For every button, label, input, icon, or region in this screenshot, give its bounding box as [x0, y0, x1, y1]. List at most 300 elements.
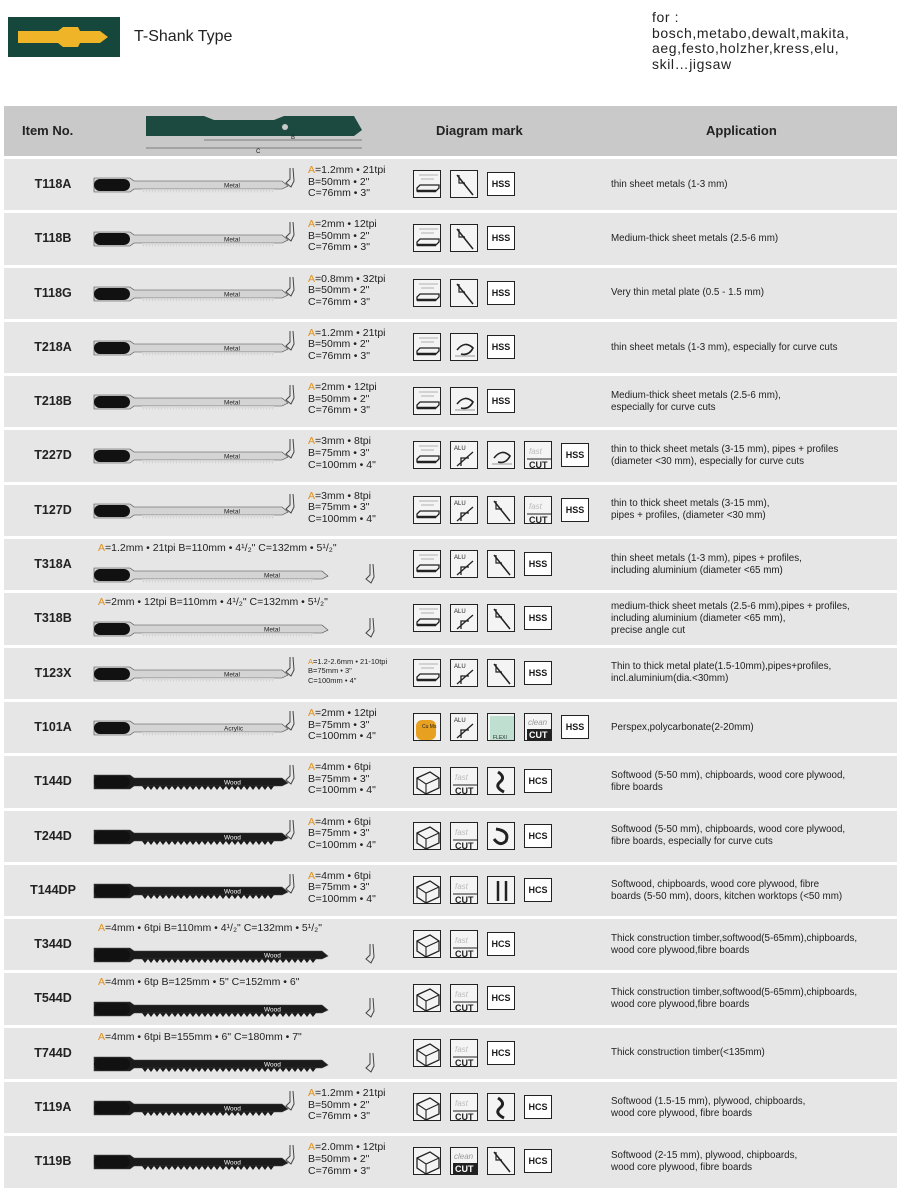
hss-badge: HSS — [561, 715, 589, 739]
application-description: Thin to thick metal plate(1.5-10mm),pipes+profiles, incl.aluminium(dia.<30mm) — [611, 661, 832, 685]
clean-icon — [524, 713, 552, 741]
hss-badge: HSS — [487, 226, 515, 250]
item-number: T119B — [34, 1154, 72, 1169]
application-description: Softwood, chipboards, wood core plywood, fibre boards (5-50 mm), doors, kitchen worktops (<50 mm) — [611, 878, 843, 902]
spec-c-length: C=76mm • 3" — [308, 187, 370, 200]
application-text — [611, 702, 895, 753]
spec-text: =4mm • 6tpi B=155mm • 6" C=180mm • 7" — [105, 1030, 302, 1043]
spec-c-length: C=76mm • 3" — [308, 350, 370, 363]
cut-icon — [450, 767, 478, 795]
hss-badge: HSS — [561, 498, 589, 522]
hcs-badge: HCS — [524, 878, 552, 902]
hss-badge: HSS — [487, 389, 515, 413]
spec-tooth: A=2mm • 12tpi — [308, 706, 377, 719]
spec-b-length: B=50mm • 2" — [308, 284, 370, 297]
spec-c-length: C=100mm • 4" — [308, 893, 376, 906]
dim-c-label: C — [256, 149, 261, 154]
hcs-badge: HCS — [487, 986, 515, 1010]
diagram-marks — [413, 1039, 515, 1067]
straight-icon — [487, 659, 515, 687]
cut-icon — [524, 441, 552, 469]
table-row — [4, 430, 897, 481]
column-header-item: Item No. — [22, 123, 74, 138]
item-number: T144DP — [30, 882, 76, 897]
hcs-badge: HCS — [487, 932, 515, 956]
blade-table-body — [4, 159, 897, 1191]
cut-icon — [450, 984, 478, 1012]
blade-specs — [308, 871, 376, 906]
spec-a-marker: A — [98, 1030, 106, 1043]
blade-image — [92, 338, 292, 365]
sheet-icon — [413, 333, 441, 361]
blade-image — [92, 999, 332, 1024]
comb-icon — [413, 713, 441, 741]
dim-b-label: B — [291, 135, 296, 141]
application-text — [611, 756, 895, 807]
spec-c-length: C=100mm • 4" — [308, 730, 376, 743]
spec-text: =4mm • 6tpi B=110mm • 4¹/₂" C=132mm • 5¹/₂" — [105, 922, 322, 935]
diagram-marks — [413, 659, 552, 687]
blade-material-label: Wood — [264, 1061, 281, 1069]
wood-icon — [413, 876, 441, 904]
wood-icon — [413, 984, 441, 1012]
blade-profile-icon — [284, 819, 298, 846]
hcs-badge: HCS — [524, 769, 552, 793]
item-number: T118G — [34, 285, 72, 300]
column-header-application: Application — [706, 123, 777, 138]
application-description: thin sheet metals (1-3 mm), pipes + profiles, including aluminium (diameter <65 mm) — [611, 552, 802, 576]
application-text — [611, 376, 895, 427]
svg-text:clean: clean — [454, 1152, 474, 1162]
diagram-marks — [413, 984, 515, 1012]
table-row — [4, 485, 897, 536]
spec-b-length: B=75mm • 3" — [308, 827, 370, 840]
spec-tooth: A=2mm • 12tpi — [308, 218, 377, 231]
application-description: thin sheet metals (1-3 mm) — [611, 178, 728, 190]
wood-icon — [413, 1147, 441, 1175]
hss-badge: HSS — [524, 552, 552, 576]
blade-specs — [308, 762, 376, 797]
spec-text: =1.2mm • 21tpi B=110mm • 4¹/₂" C=132mm • 5¹/₂" — [105, 542, 337, 555]
svg-text:Cu Ms: Cu Ms — [422, 723, 437, 730]
spec-b-length: B=50mm • 2" — [308, 175, 370, 188]
hss-badge: HSS — [487, 172, 515, 196]
application-text — [611, 485, 895, 536]
table-row — [4, 213, 897, 264]
item-number: T344D — [34, 937, 72, 952]
spec-tooth: A=1.2mm • 21tpi — [308, 164, 386, 176]
hcs-badge: HCS — [487, 1041, 515, 1065]
item-number: T118B — [34, 231, 72, 246]
blade-specs — [308, 165, 386, 200]
wood-icon — [413, 1093, 441, 1121]
item-number: T218A — [34, 339, 72, 354]
svg-text:CUT: CUT — [529, 514, 548, 525]
spec-b-length: B=75mm • 3" — [308, 772, 370, 785]
sheet-icon — [413, 496, 441, 524]
item-number: T118A — [34, 177, 72, 191]
blade-spec-inline — [98, 542, 337, 554]
table-row — [4, 539, 897, 590]
blade-profile-icon — [284, 276, 298, 303]
blade-spec-inline — [98, 922, 322, 934]
application-description: Thick construction timber(<135mm) — [611, 1047, 765, 1059]
blade-material-label: Metal — [264, 572, 280, 580]
blade-profile-icon — [284, 1144, 298, 1171]
spec-tooth: A=2.0mm • 12tpi — [308, 1141, 386, 1154]
diagram-marks — [413, 876, 552, 904]
blade-material-label: Metal — [264, 626, 280, 634]
flexi-icon — [487, 713, 515, 741]
straight-icon — [450, 279, 478, 307]
t-shank-icon — [8, 17, 120, 57]
alu-icon — [450, 441, 478, 469]
item-number: T127D — [34, 502, 72, 517]
sheet-icon — [413, 387, 441, 415]
wood-icon — [413, 1039, 441, 1067]
blade-profile-icon — [284, 493, 298, 520]
svg-text:ALU: ALU — [454, 446, 466, 453]
straight-icon — [450, 224, 478, 252]
svg-text:fast: fast — [455, 936, 468, 946]
application-description: Medium-thick sheet metals (2.5-6 mm) — [611, 232, 779, 244]
diagram-marks — [413, 604, 552, 632]
blade-specs — [308, 328, 386, 363]
application-description: thin sheet metals (1-3 mm), especially for curve cuts — [611, 341, 838, 353]
hcs-badge: HCS — [524, 1095, 552, 1119]
blade-image — [92, 175, 292, 202]
compatible-brands: for : bosch,metabo,dewalt,makita, aeg,festo,holzher,kress,elu, skil…jigsaw — [652, 9, 850, 72]
hss-badge: HSS — [524, 661, 552, 685]
table-row — [4, 811, 897, 862]
wood-icon — [413, 930, 441, 958]
hcs-badge: HCS — [524, 1149, 552, 1173]
application-text — [611, 430, 895, 481]
item-number: T218B — [34, 394, 72, 409]
application-text — [611, 811, 895, 862]
application-text — [611, 268, 895, 319]
blade-material-label: Wood — [264, 952, 281, 960]
diagram-marks — [413, 713, 589, 741]
spec-c-length: C=76mm • 3" — [308, 295, 370, 308]
diagram-marks — [413, 279, 515, 307]
blade-profile-icon — [284, 438, 298, 465]
spec-b-length: B=50mm • 2" — [308, 229, 370, 242]
spec-c-length: C=76mm • 3" — [308, 1164, 370, 1177]
table-row — [4, 322, 897, 373]
spec-b-length: B=75mm • 3" — [308, 666, 352, 676]
svg-text:fast: fast — [455, 827, 468, 837]
sheet-icon — [413, 659, 441, 687]
blade-image — [92, 1152, 292, 1179]
blade-profile-icon — [364, 997, 378, 1024]
hss-badge: HSS — [487, 281, 515, 305]
blade-profile-icon — [364, 943, 378, 970]
cut-icon — [450, 822, 478, 850]
spec-tooth: A=4mm • 6tpi — [308, 869, 371, 882]
blade-spec-inline — [98, 976, 299, 988]
table-row — [4, 973, 897, 1024]
spec-text: =2mm • 12tpi B=110mm • 4¹/₂" C=132mm • 5¹/₂" — [105, 596, 328, 609]
svg-text:fast: fast — [529, 501, 542, 511]
table-row — [4, 1136, 897, 1187]
spec-tooth: A=0.8mm • 32tpi — [308, 272, 386, 285]
blade-specs — [308, 382, 377, 417]
blade-spec-inline — [98, 596, 328, 608]
cut-icon — [450, 930, 478, 958]
blade-specs — [308, 1088, 386, 1123]
spec-c-length: C=100mm • 4" — [308, 784, 376, 797]
application-description: medium-thick sheet metals (2.5-6 mm),pipes + profiles, including aluminium (diameter <65 mm), precise angle cut — [611, 601, 850, 637]
blade-profile-icon — [284, 873, 298, 900]
svg-text:fast: fast — [455, 990, 468, 1000]
application-description: Medium-thick sheet metals (2.5-6 mm), especially for curve cuts — [611, 389, 781, 413]
svg-text:ALU: ALU — [454, 500, 466, 507]
spec-b-length: B=75mm • 3" — [308, 501, 370, 514]
blade-material-label: Metal — [224, 291, 240, 299]
alu-icon — [450, 713, 478, 741]
blade-image — [92, 1098, 292, 1125]
application-description: Thick construction timber,softwood(5-65mm),chipboards, wood core plywood,fibre boards — [611, 987, 858, 1011]
spec-tooth: A=4mm • 6tpi — [308, 815, 371, 828]
blade-material-label: Wood — [224, 779, 241, 787]
blade-profile-icon — [364, 1052, 378, 1079]
shank-type-title: T-Shank Type — [134, 28, 233, 45]
sheet-icon — [413, 224, 441, 252]
spec-tooth: A=1.2mm • 21tpi — [308, 1087, 386, 1100]
application-description: Thick construction timber,softwood(5-65mm),chipboards, wood core plywood,fibre boards — [611, 932, 858, 956]
wood-icon — [413, 822, 441, 850]
spec-tooth: A=2mm • 12tpi — [308, 381, 377, 394]
sheet-icon — [413, 604, 441, 632]
cut-icon — [524, 496, 552, 524]
blade-profile-icon — [284, 330, 298, 357]
blade-material-label: Metal — [224, 236, 240, 244]
diagram-marks — [413, 550, 552, 578]
straight-icon — [487, 550, 515, 578]
application-text — [611, 1136, 895, 1187]
blade-material-label: Metal — [224, 399, 240, 407]
straight-icon — [487, 604, 515, 632]
blade-image — [92, 501, 292, 528]
application-text — [611, 1082, 895, 1133]
straight-icon — [487, 1147, 515, 1175]
spec-b-length: B=50mm • 2" — [308, 392, 370, 405]
svg-text:ALU: ALU — [454, 555, 466, 562]
spec-tooth: A=1.2mm • 21tpi — [308, 326, 386, 339]
application-text — [611, 648, 895, 699]
blade-specs — [308, 657, 387, 686]
column-header-diagram: Diagram mark — [436, 123, 523, 138]
fast-icon — [487, 1093, 515, 1121]
application-text — [611, 919, 895, 970]
item-number: T227D — [34, 448, 72, 463]
clean-icon — [450, 1147, 478, 1175]
blade-profile-icon — [364, 617, 378, 644]
item-number: T119A — [34, 1100, 72, 1115]
blade-profile-icon — [284, 656, 298, 683]
svg-text:fast: fast — [455, 773, 468, 783]
spec-tooth: A=1.2-2.6mm • 21-10tpi — [308, 656, 388, 666]
application-text — [611, 213, 895, 264]
alu-icon — [450, 604, 478, 632]
blade-image — [92, 664, 292, 691]
blade-profile-icon — [284, 167, 298, 194]
spec-tooth: A=3mm • 8tpi — [308, 489, 371, 502]
svg-text:fast: fast — [455, 1044, 468, 1054]
blade-profile-icon — [364, 563, 378, 590]
blade-profile-icon — [284, 710, 298, 737]
application-description: thin to thick sheet metals (3-15 mm), pipes + profiles (diameter <30 mm), especially for curve cuts — [611, 444, 839, 468]
blade-material-label: Metal — [224, 453, 240, 461]
blade-profile-icon — [284, 384, 298, 411]
table-row — [4, 919, 897, 970]
spec-b-length: B=75mm • 3" — [308, 718, 370, 731]
straight-icon — [487, 496, 515, 524]
diagram-marks — [413, 333, 515, 361]
diagram-marks — [413, 496, 589, 524]
table-row — [4, 159, 897, 210]
application-text — [611, 322, 895, 373]
diagram-marks — [413, 1147, 552, 1175]
blade-image — [92, 827, 292, 854]
application-description: Softwood (5-50 mm), chipboards, wood core plywood, fibre boards — [611, 769, 846, 793]
cut-icon — [450, 876, 478, 904]
table-row — [4, 702, 897, 753]
spec-b-length: B=75mm • 3" — [308, 447, 370, 460]
table-row — [4, 268, 897, 319]
blade-material-label: Metal — [224, 671, 240, 679]
item-number: T744D — [34, 1045, 72, 1060]
svg-text:ALU: ALU — [454, 663, 466, 670]
curvefast-icon — [487, 822, 515, 850]
blade-image — [92, 392, 292, 419]
spec-a-marker: A — [98, 596, 106, 609]
sheet-icon — [413, 441, 441, 469]
blade-specs — [308, 817, 376, 852]
svg-text:CUT: CUT — [455, 1057, 474, 1068]
item-number: T318A — [34, 557, 72, 572]
application-text — [611, 159, 895, 210]
blade-material-label: Wood — [224, 1105, 241, 1113]
spec-b-length: B=50mm • 2" — [308, 338, 370, 351]
blade-dimension-diagram — [144, 112, 369, 159]
blade-material-label: Acrylic — [224, 725, 244, 733]
table-row — [4, 648, 897, 699]
sheet-icon — [413, 170, 441, 198]
spec-a-marker: A — [98, 922, 106, 935]
curve-icon — [450, 333, 478, 361]
svg-text:ALU: ALU — [454, 717, 466, 724]
blade-image — [92, 718, 292, 745]
application-description: thin to thick sheet metals (3-15 mm), pipes + profiles, (diameter <30 mm) — [611, 498, 770, 522]
blade-specs — [308, 274, 386, 309]
application-description: Softwood (1.5-15 mm), plywood, chipboards, wood core plywood, fibre boards — [611, 1095, 806, 1119]
blade-image — [92, 229, 292, 256]
shank-logo-badge — [8, 17, 120, 57]
table-row — [4, 756, 897, 807]
blade-image — [92, 1054, 332, 1079]
blade-image — [92, 772, 292, 799]
item-number: T101A — [34, 719, 72, 734]
table-row — [4, 593, 897, 644]
blade-profile-icon — [284, 764, 298, 791]
application-description: Softwood (2-15 mm), plywood, chipboards, wood core plywood, fibre boards — [611, 1149, 798, 1173]
hss-badge: HSS — [487, 335, 515, 359]
application-text — [611, 539, 895, 590]
wood-icon — [413, 767, 441, 795]
svg-text:CUT: CUT — [455, 949, 474, 960]
svg-text:CUT: CUT — [455, 840, 474, 851]
svg-text:clean: clean — [528, 717, 548, 727]
spec-b-length: B=50mm • 2" — [308, 1152, 370, 1165]
spec-text: =4mm • 6tp B=125mm • 5" C=152mm • 6" — [105, 976, 300, 989]
table-row — [4, 376, 897, 427]
cut-icon — [450, 1093, 478, 1121]
precise-icon — [487, 876, 515, 904]
svg-text:fast: fast — [455, 881, 468, 891]
spec-b-length: B=50mm • 2" — [308, 1098, 370, 1111]
svg-text:CUT: CUT — [529, 460, 548, 471]
application-text — [611, 593, 895, 644]
svg-text:ALU: ALU — [454, 609, 466, 616]
spec-c-length: C=100mm • 4" — [308, 458, 376, 471]
svg-text:CUT: CUT — [455, 786, 474, 797]
blade-image — [92, 881, 292, 908]
hss-badge: HSS — [524, 606, 552, 630]
blade-image — [92, 945, 332, 970]
application-text — [611, 973, 895, 1024]
diagram-marks — [413, 822, 552, 850]
table-header — [4, 106, 897, 156]
diagram-marks — [413, 930, 515, 958]
svg-text:CUT: CUT — [455, 1112, 474, 1123]
blade-profile-icon — [284, 221, 298, 248]
spec-tooth: A=4mm • 6tpi — [308, 761, 371, 774]
hcs-badge: HCS — [524, 824, 552, 848]
blade-specs — [308, 219, 377, 254]
spec-b-length: B=75mm • 3" — [308, 881, 370, 894]
item-number: T318B — [34, 611, 72, 626]
item-number: T144D — [34, 774, 72, 789]
blade-material-label: Metal — [224, 182, 240, 190]
spec-a-marker: A — [98, 542, 106, 555]
svg-text:CUT: CUT — [455, 1003, 474, 1014]
blade-image — [92, 619, 332, 644]
svg-text:fast: fast — [455, 1099, 468, 1109]
svg-text:FLEXI: FLEXI — [493, 734, 507, 741]
spec-tooth: A=3mm • 8tpi — [308, 435, 371, 448]
item-number: T244D — [34, 828, 72, 843]
diagram-marks — [413, 767, 552, 795]
alu-icon — [450, 659, 478, 687]
blade-specs — [308, 1142, 386, 1177]
item-number: T123X — [34, 665, 72, 680]
item-number: T544D — [34, 991, 72, 1006]
sheet-icon — [413, 279, 441, 307]
cut-icon — [450, 1039, 478, 1067]
blade-material-label: Wood — [224, 888, 241, 896]
table-row — [4, 865, 897, 916]
spec-c-length: C=76mm • 3" — [308, 404, 370, 417]
blade-image — [92, 446, 292, 473]
blade-material-label: Metal — [224, 345, 240, 353]
straight-icon — [450, 170, 478, 198]
svg-text:CUT: CUT — [529, 729, 548, 740]
curve-icon — [487, 441, 515, 469]
blade-image — [92, 565, 332, 590]
application-description: Softwood (5-50 mm), chipboards, wood core plywood, fibre boards, especially for curve cuts — [611, 824, 846, 848]
